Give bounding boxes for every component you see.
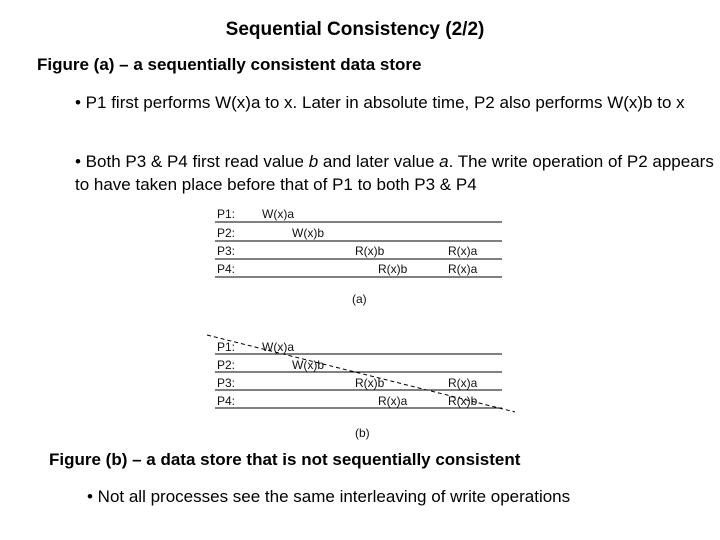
operation-label: R(x)b: [355, 244, 385, 258]
bullet-text: • Both P3 & P4 first read value: [75, 152, 309, 171]
operation-label: R(x)a: [448, 244, 478, 258]
bullet-text: . The write operation of P2 appears to have taken place before that of P1 to both P3 & P4: [75, 152, 714, 194]
figure-a-diagram: [205, 203, 520, 313]
process-label: P3:: [217, 376, 236, 390]
process-label: P2:: [217, 358, 236, 372]
figure-a: [205, 203, 520, 313]
emphasis-b: b: [308, 152, 319, 171]
slide-title: Sequential Consistency (2/2): [225, 19, 485, 40]
bullet-p3-p4-reads: [75, 150, 715, 196]
figure-b: [205, 333, 520, 443]
operation-label: R(x)b: [355, 376, 385, 390]
process-label: P4:: [217, 262, 236, 276]
process-label: P1:: [217, 207, 236, 221]
process-label: P1:: [217, 340, 236, 354]
figure-b-caption: (b): [355, 426, 370, 440]
operation-label: W(x)a: [262, 340, 294, 354]
operation-label: R(x)b: [448, 394, 478, 408]
figure-a-heading: Figure (a) – a sequentially consistent data store: [37, 55, 422, 74]
bullet-p1-p2-writes: • P1 first performs W(x)a to x. Later in absolute time, P2 also performs W(x)b to x: [75, 93, 685, 112]
operation-label: R(x)a: [448, 376, 478, 390]
inconsistency-dashed-line: [207, 335, 515, 412]
operation-label: W(x)b: [292, 226, 324, 240]
bullet-text: and later value: [318, 152, 440, 171]
figure-b-diagram: [205, 333, 520, 443]
emphasis-a: a: [439, 152, 449, 171]
process-label: P4:: [217, 394, 236, 408]
operation-label: W(x)a: [262, 207, 294, 221]
operation-label: R(x)a: [448, 262, 478, 276]
operation-label: R(x)a: [378, 394, 408, 408]
figure-b-heading: Figure (b) – a data store that is not sequentially consistent: [49, 450, 521, 469]
process-label: P3:: [217, 244, 236, 258]
process-label: P2:: [217, 226, 236, 240]
operation-label: R(x)b: [378, 262, 408, 276]
bullet-interleaving: • Not all processes see the same interleaving of write operations: [87, 487, 571, 506]
operation-label: W(x)b: [292, 358, 324, 372]
figure-a-caption: (a): [352, 292, 367, 306]
